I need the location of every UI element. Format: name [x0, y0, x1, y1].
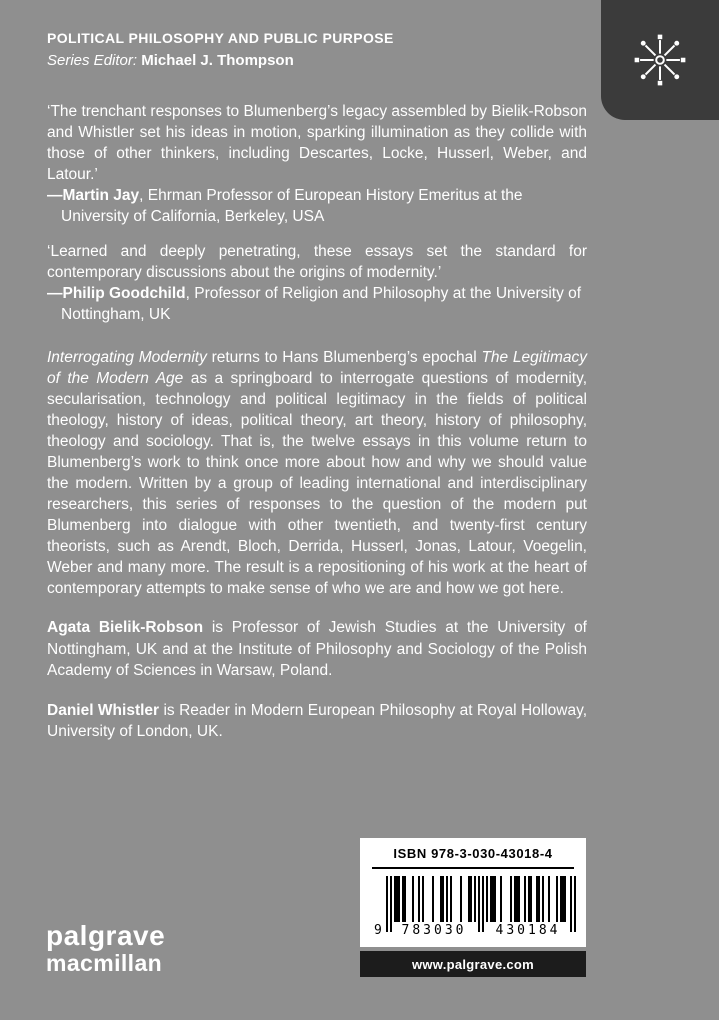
svg-text:9: 9	[374, 923, 385, 938]
cover-text-content	[47, 30, 587, 743]
publisher-wordmark	[46, 920, 165, 976]
quote-text: ‘The trenchant responses to Blumenberg’s legacy assembled by Bielik-Robson and Whistler set his ideas in motion, sparking illumination as they collide with those of other thinkers, including Descartes, Locke, Husserl, Weber, and Latour.’	[47, 103, 587, 183]
svg-text:430184: 430184	[495, 923, 561, 938]
endorsement-quote	[47, 101, 587, 227]
series-editor: Series Editor: Michael J. Thompson	[47, 52, 294, 69]
svg-text:783030: 783030	[401, 923, 467, 938]
barcode-svg	[372, 876, 580, 938]
barcode	[372, 869, 574, 943]
barcode-panel	[360, 838, 586, 977]
publisher-wordmark-line2: macmillan	[46, 950, 163, 976]
palgrave-mark-icon	[631, 31, 689, 89]
quote-text: ‘Learned and deeply penetrating, these essays set the standard for contemporary discussions about the origins of modernity.’	[47, 243, 587, 281]
endorsement-quote	[47, 241, 587, 325]
barcode-box	[360, 838, 586, 947]
series-title: POLITICAL PHILOSOPHY AND PUBLIC PURPOSE	[47, 30, 394, 46]
book-description: Interrogating Modernity returns to Hans Blumenberg’s epochal The Legitimacy of the Modern Age as a springboard to interrogate questions of modernity, secularisation, technology and political legitimacy in the fields of political theology, history of ideas, political theory, art theory, history of philosophy, theology and sociology. That is, the twelve essays in this volume return to Blumenberg’s work to think once more about how and why we should value the modern. Written by a group of leading international and interdisciplinary researchers, this series of responses to the question of the modern put Blumenberg into dialogue with other twentieth, and twenty-first century theorists, such as Arendt, Bloch, Derrida, Husserl, Jonas, Latour, Voegelin, Weber and many more. The result is a repositioning of his work at the heart of contemporary attempts to make sense of who we are and how we got here.	[47, 349, 588, 597]
publisher-website-bar	[360, 951, 586, 977]
author-bio: Daniel Whistler is Reader in Modern European Philosophy at Royal Holloway, University of London, UK.	[47, 701, 588, 740]
isbn-label: ISBN 978-3-030-43018-4	[372, 846, 574, 869]
quote-attribution: —Martin Jay, Ehrman Professor of European History Emeritus at the University of California, Berkeley, USA	[47, 187, 523, 225]
publisher-wordmark-line1: palgrave	[46, 920, 166, 951]
publisher-website: www.palgrave.com	[411, 956, 535, 972]
quote-attribution: —Philip Goodchild, Professor of Religion and Philosophy at the University of Nottingham, UK	[47, 285, 582, 323]
author-bio: Agata Bielik-Robson is Professor of Jewish Studies at the University of Nottingham, UK and at the Institute of Philosophy and Sociology of the Polish Academy of Sciences in Warsaw, Poland.	[47, 619, 587, 679]
publisher-corner-panel	[601, 0, 719, 120]
